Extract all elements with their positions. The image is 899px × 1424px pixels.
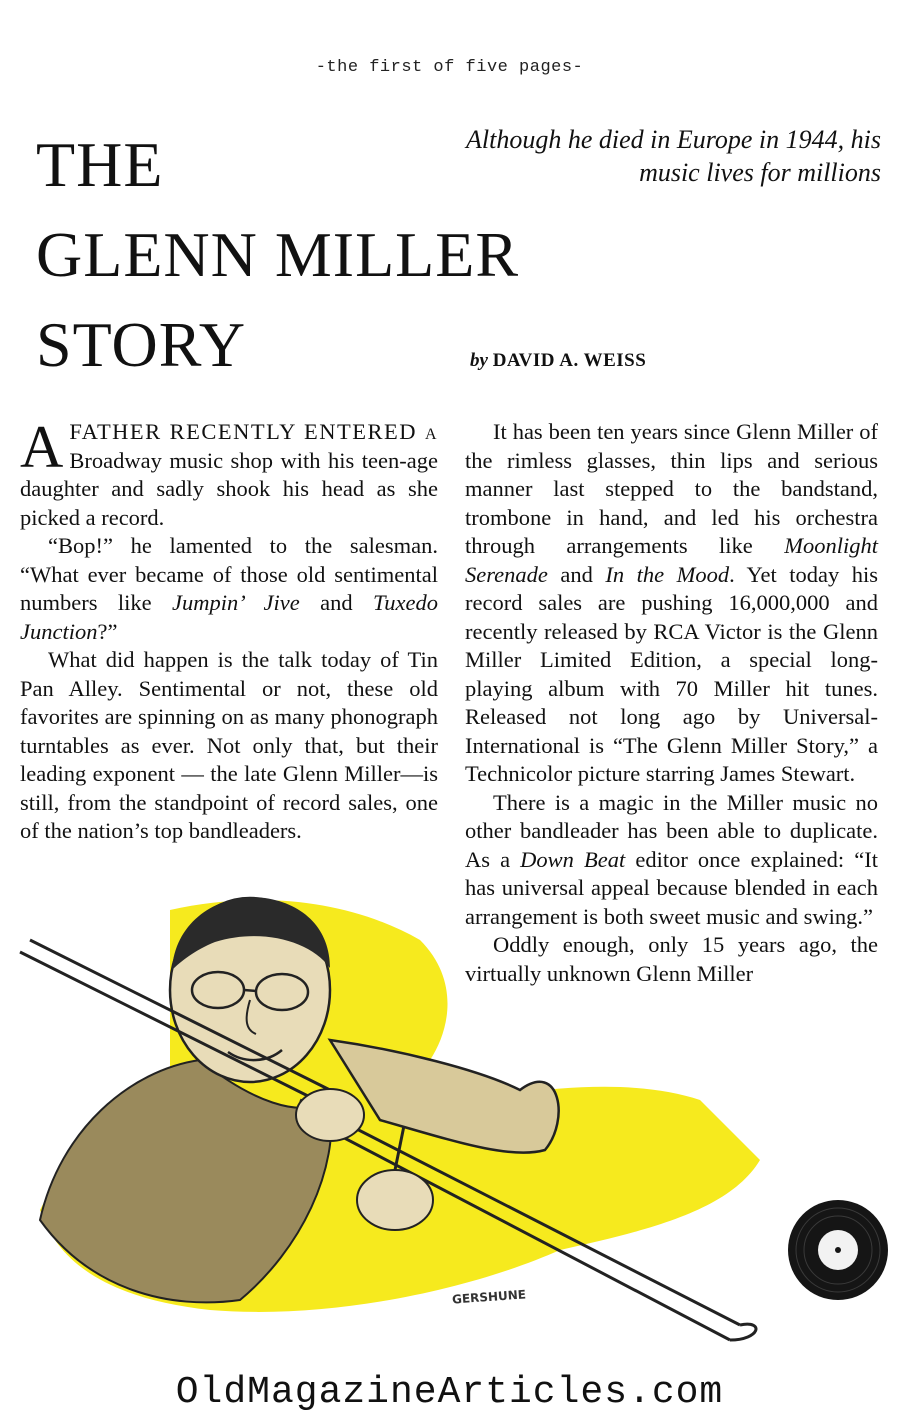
paragraph-text: “Bop!” he lamented to the salesman. “What ever became of those old sentimental numbers like xyxy=(20,533,438,615)
paragraph-text: . Yet today his record sales are pushing 16,000,000 and recently released by RCA Victor is the Glenn Miller Limited Edition, a special long-playing album with 70 Miller hit tunes. Released not long ago by Universal-International is “The Glenn Miller Story,” a Technicolor picture starring James Stewart. xyxy=(465,561,878,786)
paragraph-text: and xyxy=(547,561,606,587)
song-title: Tuxedo Junction xyxy=(20,590,438,644)
song-title: In the Mood xyxy=(605,561,730,587)
song-title: Jumpin’ Jive xyxy=(171,590,300,615)
paragraph-text: There is a magic in the Miller music no other bandleader has been able to duplicate. As a xyxy=(465,789,878,872)
right-hand xyxy=(296,1089,364,1141)
article-deck: Although he died in Europe in 1944, his music lives for millions xyxy=(466,125,881,187)
paragraph-text: editor once explained: “It has universal appeal because blended in each arrangement is both sweet music and swing.” xyxy=(465,846,878,929)
left-column xyxy=(20,414,438,846)
paragraph xyxy=(20,414,438,532)
song-title: Moonlight Serenade xyxy=(465,533,878,587)
left-hand xyxy=(357,1170,433,1230)
author-name: DAVID A. WEISS xyxy=(492,350,647,371)
artist-signature: GERSHUNE xyxy=(451,1287,527,1307)
paragraph-text: Broadway music shop with his teen-age daughter and sadly shook his head as she picked a record. xyxy=(20,447,438,530)
glenn-miller-illustration xyxy=(0,870,899,1350)
magazine-title: Down Beat xyxy=(520,846,626,872)
paragraph xyxy=(465,418,878,789)
byline-by: by xyxy=(470,350,488,371)
paragraph-text: and xyxy=(299,590,373,615)
title-line-2: GLENN MILLER xyxy=(36,219,520,290)
paragraph: Oddly enough, only 15 years ago, the virtually unknown Glenn Miller xyxy=(465,932,878,986)
byline xyxy=(470,350,646,372)
paragraph-text: ?” xyxy=(97,618,118,644)
paragraph: What did happen is the talk today of Tin Pan Alley. Sentimental or not, these old favorites are spinning on as many phonograph turntables as ever. Not only that, but their leading exponent — the late Glenn Miller—is still, from the standpoint of record sales, one of the nation’s top bandleaders. xyxy=(20,647,438,843)
title-line-3: STORY xyxy=(36,309,247,380)
paragraph xyxy=(20,532,438,646)
title-line-1: THE xyxy=(36,129,164,200)
vinyl-record-icon xyxy=(786,1198,890,1302)
paragraph-text: It has been ten years since Glenn Miller of the rimless glasses, thin lips and serious manner last stepped to the bandstand, trombone in hand, and led his orchestra through arrangements like xyxy=(465,419,878,558)
opening-smallcaps: FATHER RECENTLY ENTERED a xyxy=(69,419,438,444)
page-note: -the first of five pages- xyxy=(315,58,584,77)
site-watermark: OldMagazineArticles.com xyxy=(175,1371,724,1414)
drop-cap: A xyxy=(20,414,64,480)
